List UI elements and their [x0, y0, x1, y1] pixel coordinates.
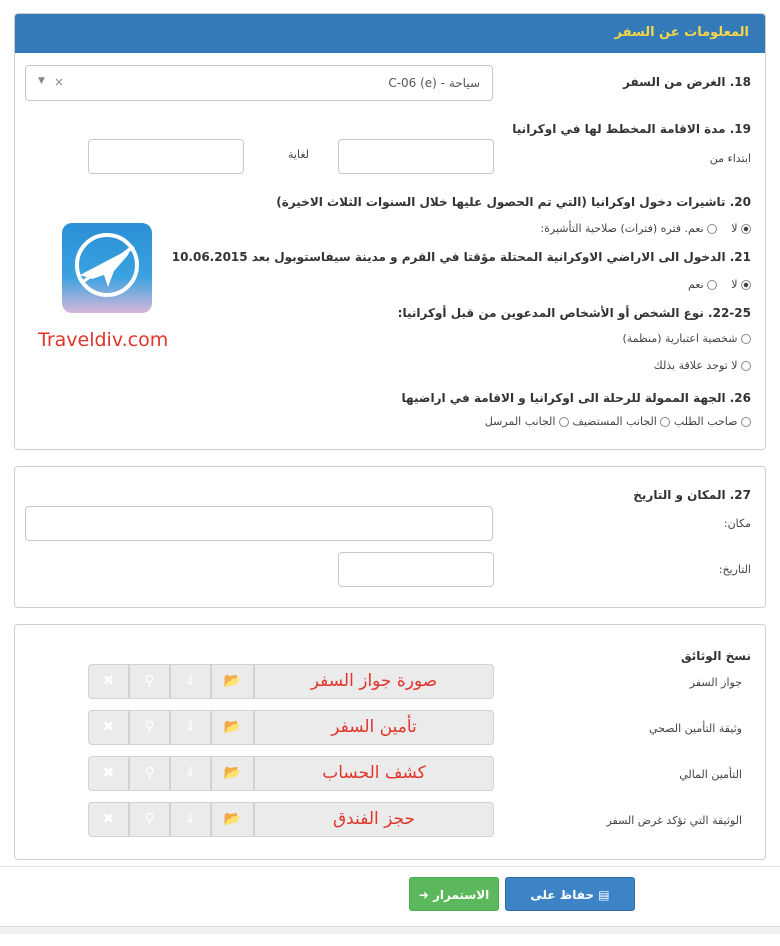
- plane-icon: [62, 223, 152, 313]
- remove-icon[interactable]: ✖: [88, 756, 129, 791]
- visas-options: [540, 222, 751, 235]
- watermark-logo: [62, 223, 152, 313]
- inviter-label: 22-25. نوع الشخص أو الأشخاص المدعوين من قبل أوكرانيا:: [397, 306, 751, 320]
- download-icon[interactable]: ⇓: [170, 802, 211, 837]
- date-label: التاريخ:: [718, 563, 751, 576]
- doc-row-financial: [88, 756, 494, 791]
- stay-from-label: ابتداء من: [709, 152, 751, 165]
- doc-label-purpose: الوثيقة التي تؤكد غرض السفر: [606, 814, 742, 827]
- sponsor-options: [485, 415, 751, 428]
- visas-yes-radio[interactable]: [707, 224, 717, 234]
- sponsor-sender-radio[interactable]: [559, 417, 569, 427]
- remove-icon[interactable]: ✖: [88, 664, 129, 699]
- occupied-no-label: لا: [731, 278, 738, 291]
- doc-file-purpose: حجز الفندق: [254, 802, 494, 837]
- doc-file-passport: صورة جواز السفر: [254, 664, 494, 699]
- doc-row-health-insurance: [88, 710, 494, 745]
- search-icon[interactable]: ⚲: [129, 802, 170, 837]
- stay-label: 19. مدة الاقامة المخطط لها في اوكرانيا: [512, 122, 751, 136]
- sponsor-label: 26. الجهة الممولة للرحلة الى اوكرانيا و الاقامة في اراضيها: [401, 391, 751, 405]
- remove-icon[interactable]: ✖: [88, 802, 129, 837]
- remove-icon[interactable]: ✖: [88, 710, 129, 745]
- occupied-yes-radio[interactable]: [707, 280, 717, 290]
- arrow-right-icon: ➜: [418, 888, 429, 902]
- search-icon[interactable]: ⚲: [129, 710, 170, 745]
- inviter-option-none: [654, 359, 751, 372]
- save-draft-button[interactable]: [505, 877, 635, 911]
- purpose-label: 18. الغرض من السفر: [623, 75, 751, 89]
- visas-yes-label: نعم. فتره (فترات) صلاحية التأشيرة:: [540, 222, 704, 235]
- folder-icon[interactable]: 📂: [211, 802, 254, 837]
- sponsor-host-label: الجانب المستضيف: [572, 415, 657, 428]
- stay-to-label: لغاية: [288, 148, 309, 161]
- visas-no-radio[interactable]: [741, 224, 751, 234]
- doc-row-purpose: [88, 802, 494, 837]
- inviter-none-label: لا توجد علاقة بذلك: [653, 359, 738, 372]
- occupied-label: 21. الدخول الى الاراضي الاوكرانية المحتلة مؤقتا في القرم و مدينة سيفاستوبول بعد 10.06.2015: [171, 250, 751, 264]
- occupied-yes-label: نعم: [688, 278, 704, 291]
- download-icon[interactable]: ⇓: [170, 710, 211, 745]
- download-icon[interactable]: ⇓: [170, 756, 211, 791]
- doc-row-passport: [88, 664, 494, 699]
- search-icon[interactable]: ⚲: [129, 664, 170, 699]
- inviter-none-radio[interactable]: [741, 361, 751, 371]
- continue-label: الاستمرار: [432, 888, 490, 902]
- visas-no-label: لا: [731, 222, 738, 235]
- sponsor-host-radio[interactable]: [660, 417, 670, 427]
- sponsor-applicant-label: صاحب الطلب: [673, 415, 738, 428]
- sponsor-applicant-radio[interactable]: [741, 417, 751, 427]
- chevron-down-icon[interactable]: ▼: [38, 76, 45, 86]
- doc-label-passport: جواز السفر: [689, 676, 742, 689]
- place-date-panel: [14, 466, 766, 608]
- download-icon[interactable]: ⇓: [170, 664, 211, 699]
- watermark-text: Traveldiv.com: [38, 329, 169, 351]
- purpose-select[interactable]: [25, 65, 493, 101]
- documents-title: نسخ الوثائق: [680, 649, 751, 663]
- doc-label-health-insurance: وثيقة التأمين الصحي: [648, 722, 742, 735]
- occupied-no-radio[interactable]: [741, 280, 751, 290]
- panel-title: المعلومات عن السفر: [614, 25, 749, 40]
- place-date-label: 27. المكان و التاريخ: [633, 488, 751, 502]
- panel-header: [15, 14, 765, 53]
- search-icon[interactable]: ⚲: [129, 756, 170, 791]
- save-icon: ▤: [598, 888, 610, 902]
- sponsor-sender-label: الجانب المرسل: [484, 415, 556, 428]
- folder-icon[interactable]: 📂: [211, 664, 254, 699]
- stay-to-input[interactable]: [88, 139, 244, 174]
- place-label: مكان:: [723, 517, 751, 530]
- doc-file-health-insurance: تأمين السفر: [254, 710, 494, 745]
- place-input[interactable]: [25, 506, 493, 541]
- purpose-selected-value: C-06 (e) - سياحة: [388, 76, 480, 90]
- travel-info-panel: [14, 13, 766, 450]
- folder-icon[interactable]: 📂: [211, 756, 254, 791]
- doc-label-financial: التأمين المالي: [679, 768, 742, 781]
- doc-file-financial: كشف الحساب: [254, 756, 494, 791]
- save-draft-label: حفاظ على: [530, 888, 595, 902]
- footer-divider: [0, 866, 780, 867]
- occupied-options: [688, 278, 751, 291]
- inviter-legal-radio[interactable]: [741, 334, 751, 344]
- clear-icon[interactable]: ×: [54, 75, 65, 89]
- date-input[interactable]: [338, 552, 494, 587]
- inviter-option-legal: [622, 332, 751, 345]
- folder-icon[interactable]: 📂: [211, 710, 254, 745]
- visas-label: 20. تاشيرات دخول اوكرانيا (التي تم الحصول عليها خلال السنوات الثلاث الاخيرة): [276, 195, 751, 209]
- stay-from-input[interactable]: [338, 139, 494, 174]
- inviter-legal-label: شخصية اعتبارية (منظمة): [622, 332, 738, 345]
- continue-button[interactable]: [409, 877, 499, 911]
